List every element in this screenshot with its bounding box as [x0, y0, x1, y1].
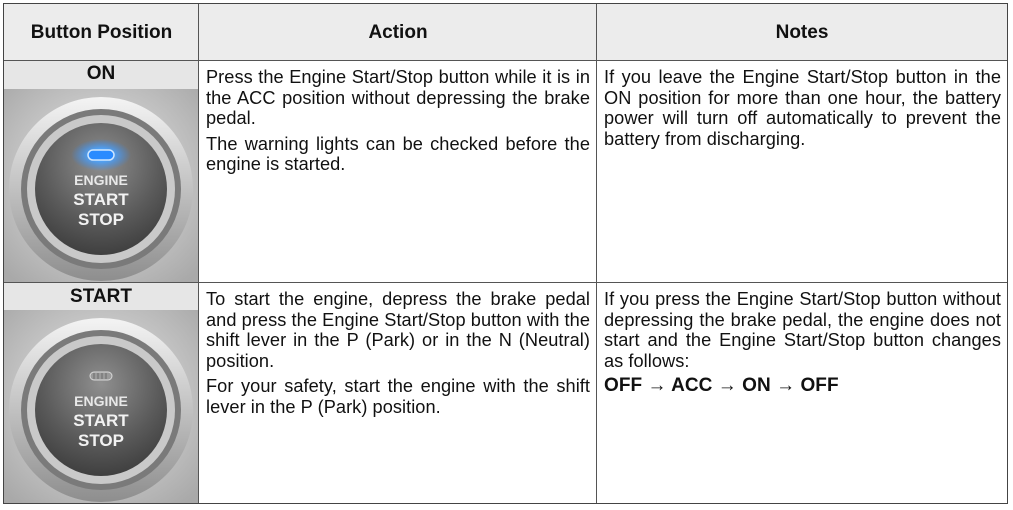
header-action: Action — [199, 4, 597, 61]
button-text-engine: ENGINE — [74, 393, 128, 409]
notes-cell-start — [597, 289, 1007, 503]
action-cell-start — [199, 289, 596, 503]
action-text: Press the Engine Start/Stop button while it is in the ACC position without depressing the brake pedal. — [206, 67, 590, 129]
action-text: To start the engine, depress the brake pedal and press the Engine Start/Stop button with the shift lever in the P (Park) or in the N (Neutral) position. — [206, 289, 590, 371]
button-image-on — [4, 89, 198, 282]
state-sequence: OFF → ACC → ON → OFF — [604, 375, 839, 397]
action-text: For your safety, start the engine with the shift lever in the P (Park) position. — [206, 376, 590, 417]
engine-start-stop-button-icon — [4, 89, 198, 282]
button-text-stop: STOP — [78, 210, 124, 229]
engine-start-stop-button-icon — [4, 310, 198, 503]
header-button-position: Button Position — [4, 4, 199, 61]
position-label-start: START — [4, 283, 198, 310]
notes-text: If you leave the Engine Start/Stop button in the ON position for more than one hour, the battery power will turn off automatically to prevent the battery from discharging. — [604, 67, 1001, 149]
button-text-stop: STOP — [78, 431, 124, 450]
header-notes: Notes — [597, 4, 1007, 61]
button-text-start: START — [73, 190, 129, 209]
position-label-on: ON — [4, 61, 198, 89]
action-cell-on — [199, 67, 596, 281]
button-image-start — [4, 310, 198, 503]
notes-cell-on — [597, 67, 1007, 281]
button-text-engine: ENGINE — [74, 172, 128, 188]
button-position-table — [3, 3, 1008, 504]
notes-text: If you press the Engine Start/Stop button without depressing the brake pedal, the engine does not start and the Engine Start/Stop button changes as follows: — [604, 289, 1001, 371]
button-text-start: START — [73, 411, 129, 430]
action-text: The warning lights can be checked before the engine is started. — [206, 133, 590, 175]
